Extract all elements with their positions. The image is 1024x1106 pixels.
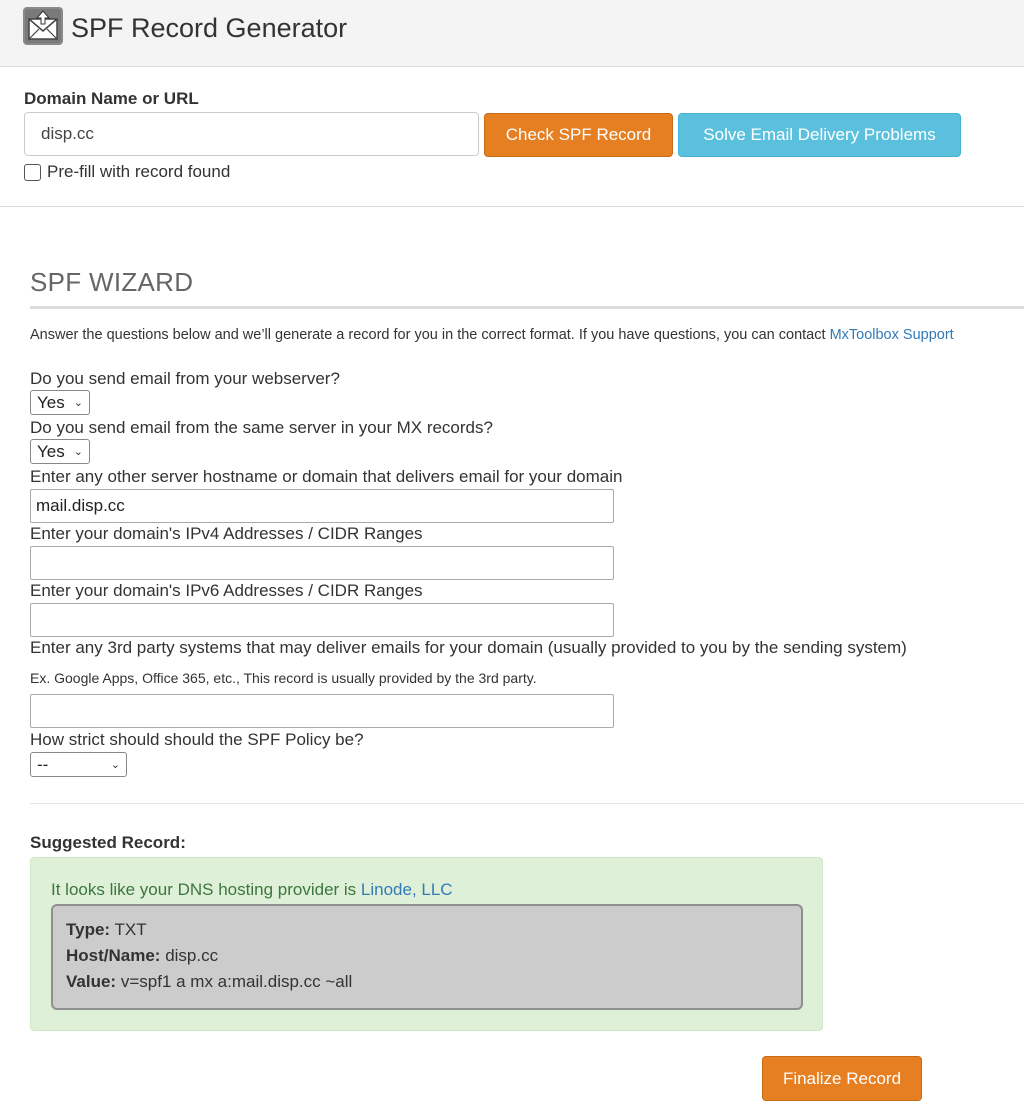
record-type-line <box>66 920 147 940</box>
domain-input[interactable] <box>24 112 479 156</box>
prefill-checkbox[interactable] <box>24 164 41 181</box>
app-header <box>0 0 1024 67</box>
chevron-down-icon: ⌄ <box>110 759 120 771</box>
wizard-divider <box>30 306 1024 309</box>
third-party-input[interactable] <box>30 694 614 728</box>
chevron-down-icon: ⌄ <box>73 446 83 458</box>
other-hosts-input[interactable] <box>30 489 614 523</box>
dns-provider-prefix: It looks like your DNS hosting provider is <box>51 880 361 899</box>
question-ipv4: Enter your domain's IPv4 Addresses / CIDR Ranges <box>30 524 423 543</box>
record-type-value: TXT <box>114 920 147 939</box>
chevron-down-icon: ⌄ <box>73 397 83 409</box>
wizard-intro <box>30 327 954 343</box>
question-mx: Do you send email from the same server in your MX records? <box>30 418 493 437</box>
record-value-label: Value: <box>66 972 117 991</box>
question-webserver: Do you send email from your webserver? <box>30 369 340 388</box>
section-divider <box>30 803 1024 804</box>
ipv6-input[interactable] <box>30 603 614 637</box>
suggested-record-label: Suggested Record: <box>30 833 186 852</box>
wizard-title: SPF WIZARD <box>30 267 194 297</box>
dns-provider-link[interactable]: Linode, LLC <box>360 880 453 899</box>
record-details-box <box>51 904 803 1010</box>
ipv4-input[interactable] <box>30 546 614 580</box>
record-host-label: Host/Name: <box>66 946 161 965</box>
question-other-hosts: Enter any other server hostname or domain that delivers email for your domain <box>30 467 623 486</box>
envelope-upload-icon <box>23 7 63 45</box>
mx-select-value: Yes <box>37 441 65 461</box>
app-title: SPF Record Generator <box>71 13 348 43</box>
record-value-line <box>66 972 352 992</box>
question-third-party: Enter any 3rd party systems that may deliver emails for your domain (usually provided to you by the sending system) <box>30 638 907 657</box>
finalize-record-button[interactable]: Finalize Record <box>762 1056 922 1101</box>
dns-provider-text <box>51 880 453 900</box>
prefill-label: Pre-fill with record found <box>47 162 231 181</box>
domain-label: Domain Name or URL <box>24 89 199 108</box>
solve-email-delivery-button[interactable]: Solve Email Delivery Problems <box>678 113 961 157</box>
question-policy: How strict should should the SPF Policy be? <box>30 730 364 749</box>
mxtoolbox-support-link[interactable]: MxToolbox Support <box>829 327 954 343</box>
check-spf-record-button[interactable]: Check SPF Record <box>484 113 673 157</box>
webserver-select[interactable] <box>30 390 90 415</box>
question-ipv6: Enter your domain's IPv6 Addresses / CIDR Ranges <box>30 581 423 600</box>
webserver-select-value: Yes <box>37 392 65 412</box>
third-party-hint: Ex. Google Apps, Office 365, etc., This record is usually provided by the 3rd party. <box>30 670 537 686</box>
record-value-value: v=spf1 a mx a:mail.disp.cc ~all <box>120 972 353 991</box>
domain-lookup-panel <box>0 67 1024 207</box>
mx-select[interactable] <box>30 439 90 464</box>
suggested-record-alert <box>30 857 823 1031</box>
policy-select-value: -- <box>37 754 49 774</box>
record-host-value: disp.cc <box>165 946 219 965</box>
wizard-intro-text: Answer the questions below and we’ll generate a record for you in the correct format. If you have questions, you can contact <box>30 327 830 343</box>
policy-select[interactable] <box>30 752 127 777</box>
prefill-option[interactable] <box>24 162 230 182</box>
record-host-line <box>66 946 218 966</box>
record-type-label: Type: <box>66 920 111 939</box>
